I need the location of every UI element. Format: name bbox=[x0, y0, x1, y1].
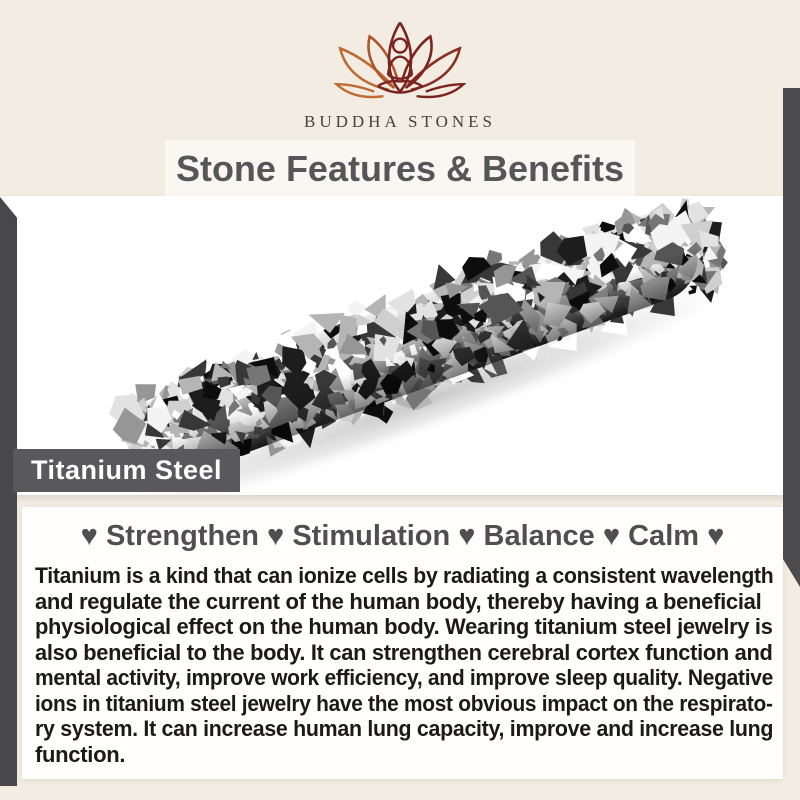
benefits-paragraph bbox=[35, 563, 773, 767]
paragraph-line: also beneficial to the body. It can strengthen cerebral cortex function and bbox=[35, 639, 773, 665]
paragraph-line: and regulate the current of the human body, thereby having a beneficial bbox=[35, 588, 762, 614]
paragraph-line: function. bbox=[35, 741, 126, 767]
paragraph-line: ions in titanium steel jewelry have the most obvious impact on the respirato- bbox=[35, 690, 773, 716]
right-ribbon-accent bbox=[783, 88, 800, 587]
brand-header bbox=[0, 0, 800, 140]
paragraph-line: Titanium is a kind that can ionize cells by radiating a consistent wavelength bbox=[35, 563, 774, 588]
brand-name: BUDDHA STONES bbox=[304, 112, 496, 131]
benefits-card bbox=[22, 507, 783, 779]
paragraph-line: ry system. It can increase human lung capacity, improve and increase lung bbox=[35, 716, 774, 741]
stone-name-text: Titanium Steel bbox=[30, 455, 223, 485]
paragraph-line: physiological effect on the human body. Wearing titanium steel jewelry is bbox=[35, 614, 773, 639]
paragraph-line: mental activity, improve work efficiency, and improve sleep quality. Negative bbox=[35, 665, 774, 690]
title-band bbox=[165, 140, 635, 197]
page-title: Stone Features & Benefits bbox=[175, 148, 625, 189]
lotus-meditation-logo-icon bbox=[300, 18, 500, 110]
stone-name-label bbox=[13, 449, 240, 492]
benefits-heading: ♥ Strengthen ♥ Stimulation ♥ Balance ♥ Calm ♥ bbox=[80, 520, 725, 552]
